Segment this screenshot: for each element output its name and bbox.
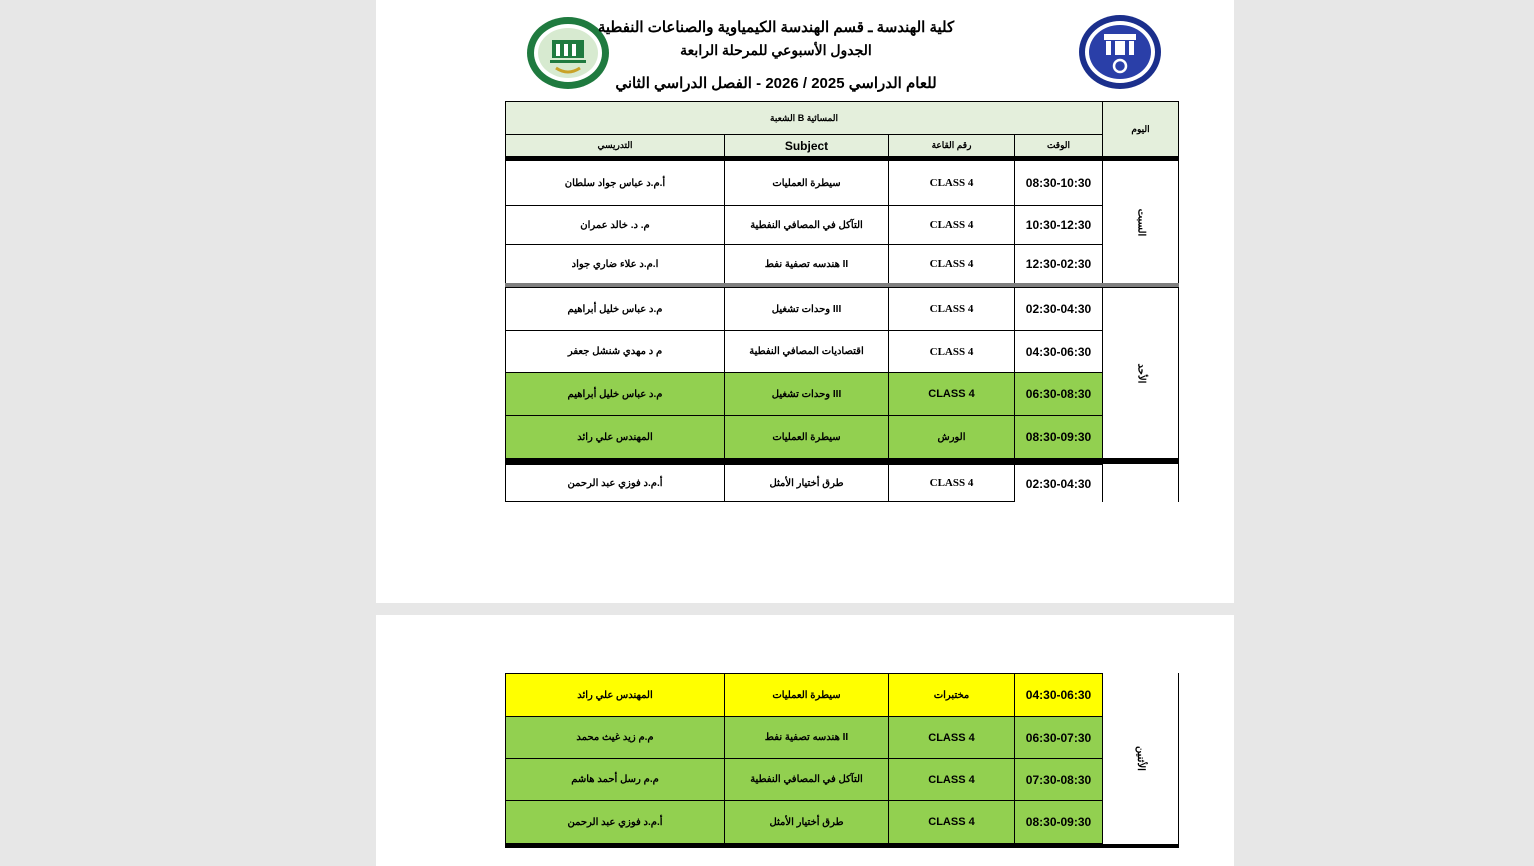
subject-cell: سيطرة العمليات bbox=[724, 673, 889, 717]
subject-column-header: Subject bbox=[724, 134, 889, 157]
room-cell: CLASS 4 bbox=[888, 758, 1015, 801]
faculty-title: كلية الهندسة ـ قسم الهندسة الكيمياوية والصناعات النفطية bbox=[597, 19, 955, 36]
time-cell: 06:30-07:30 bbox=[1014, 716, 1103, 759]
academic-year-title: للعام الدراسي 2025 / 2026 - الفصل الدراسي الثاني bbox=[615, 75, 937, 92]
day-cell-saturday bbox=[1102, 160, 1179, 284]
subject-cell: اقتصاديات المصافي النفطية bbox=[724, 330, 889, 373]
day-label: السبت bbox=[1135, 208, 1146, 236]
instructor-cell: م.م رسل أحمد هاشم bbox=[505, 758, 725, 801]
instructor-cell: م.د عباس خليل أبراهيم bbox=[505, 287, 725, 331]
subject-cell: هندسه تصفية نفط II bbox=[724, 716, 889, 759]
instructor-cell: أ.م.د عباس جواد سلطان bbox=[505, 160, 725, 206]
schedule-title: الجدول الأسبوعي للمرحلة الرابعة bbox=[680, 42, 872, 58]
room-cell: CLASS 4 bbox=[888, 464, 1015, 502]
subject-cell: سيطرة العمليات bbox=[724, 160, 889, 206]
room-cell: CLASS 4 bbox=[888, 372, 1015, 416]
room-cell: CLASS 4 bbox=[888, 205, 1015, 245]
time-cell: 12:30-02:30 bbox=[1014, 244, 1103, 284]
time-column-header: الوقت bbox=[1014, 134, 1103, 157]
time-cell: 10:30-12:30 bbox=[1014, 205, 1103, 245]
instructor-column-header: التدريسي bbox=[505, 134, 725, 157]
subject-cell: التآكل في المصافي النفطية bbox=[724, 758, 889, 801]
time-cell: 04:30-06:30 bbox=[1014, 330, 1103, 373]
document-page-1 bbox=[376, 0, 1234, 603]
university-logo bbox=[1078, 14, 1162, 90]
room-cell: CLASS 4 bbox=[888, 287, 1015, 331]
section-header: الشعبة B المسائية bbox=[505, 101, 1103, 135]
time-cell: 04:30-06:30 bbox=[1014, 673, 1103, 717]
instructor-cell: أ.م.د فوزي عبد الرحمن bbox=[505, 464, 725, 502]
room-cell: CLASS 4 bbox=[888, 716, 1015, 759]
instructor-cell: المهندس علي رائد bbox=[505, 673, 725, 717]
room-cell: مختبرات bbox=[888, 673, 1015, 717]
time-cell: 02:30-04:30 bbox=[1014, 287, 1103, 331]
instructor-cell: م. د. خالد عمران bbox=[505, 205, 725, 245]
time-cell: 07:30-08:30 bbox=[1014, 758, 1103, 801]
subject-cell: سيطرة العمليات bbox=[724, 415, 889, 459]
day-cell-sunday bbox=[1102, 287, 1179, 459]
subject-cell: هندسه تصفية نفط II bbox=[724, 244, 889, 284]
subject-cell: طرق أختيار الأمثل bbox=[724, 800, 889, 844]
room-cell: CLASS 4 bbox=[888, 330, 1015, 373]
table-bottom-border bbox=[505, 844, 1179, 848]
time-cell: 08:30-10:30 bbox=[1014, 160, 1103, 206]
day-label: الأحد bbox=[1134, 363, 1146, 383]
room-cell: الورش bbox=[888, 415, 1015, 459]
instructor-cell: المهندس علي رائد bbox=[505, 415, 725, 459]
day-header: اليوم bbox=[1102, 101, 1179, 157]
subject-cell: التآكل في المصافي النفطية bbox=[724, 205, 889, 245]
subject-cell: وحدات تشغيل III bbox=[724, 372, 889, 416]
subject-cell: طرق أختيار الأمثل bbox=[724, 464, 889, 502]
document-page-2 bbox=[376, 615, 1234, 866]
time-cell: 02:30-04:30 bbox=[1014, 464, 1103, 502]
subject-cell: وحدات تشغيل III bbox=[724, 287, 889, 331]
instructor-cell: ا.م.د علاء ضاري جواد bbox=[505, 244, 725, 284]
instructor-cell: م.م زيد غيث محمد bbox=[505, 716, 725, 759]
room-column-header: رقم القاعة bbox=[888, 134, 1015, 157]
instructor-cell: أ.م.د فوزي عبد الرحمن bbox=[505, 800, 725, 844]
time-cell: 08:30-09:30 bbox=[1014, 800, 1103, 844]
instructor-cell: م.د عباس خليل أبراهيم bbox=[505, 372, 725, 416]
time-cell: 06:30-08:30 bbox=[1014, 372, 1103, 416]
table-edge bbox=[1178, 464, 1179, 502]
room-cell: CLASS 4 bbox=[888, 800, 1015, 844]
day-cell-monday bbox=[1102, 673, 1179, 844]
instructor-cell: م د مهدي شنشل جعفر bbox=[505, 330, 725, 373]
room-cell: CLASS 4 bbox=[888, 160, 1015, 206]
room-cell: CLASS 4 bbox=[888, 244, 1015, 284]
day-label: الأثنين bbox=[1134, 746, 1146, 771]
time-cell: 08:30-09:30 bbox=[1014, 415, 1103, 459]
